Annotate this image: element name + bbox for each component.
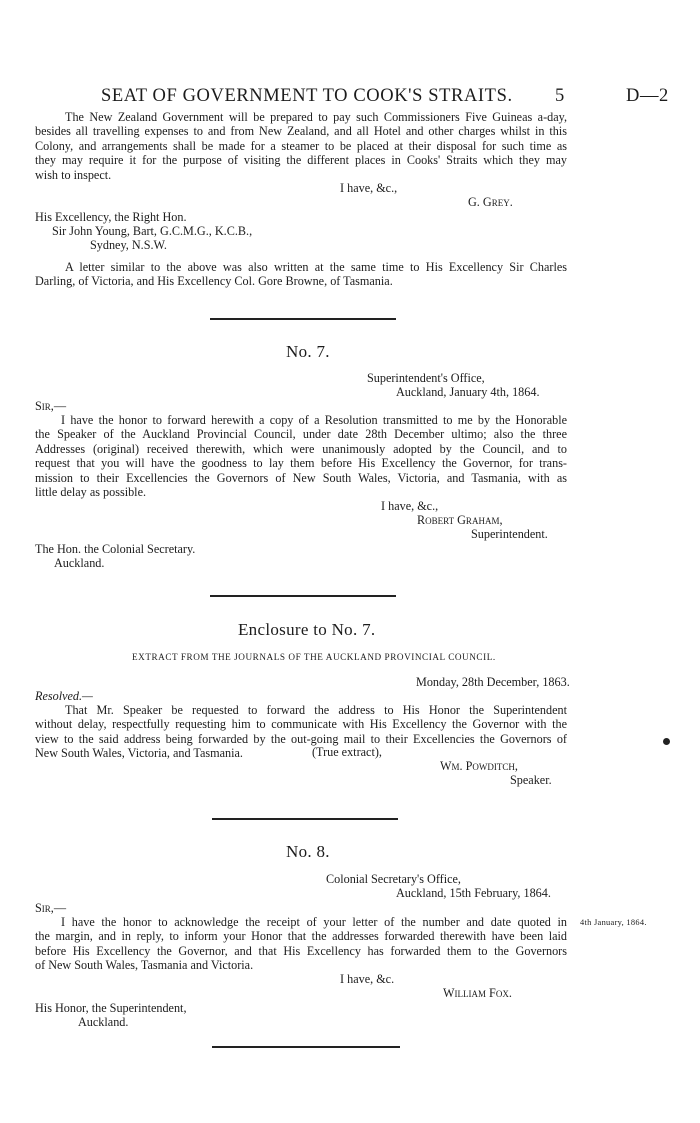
addressee-line: His Excellency, the Right Hon. <box>35 210 187 224</box>
no7-body <box>35 413 567 499</box>
text-line: wish to inspect. <box>35 167 112 182</box>
addressee-line: The Hon. the Colonial Secretary. <box>35 542 196 556</box>
text-line: That Mr. Speaker be requested to forward the address to His Honor the Superintendent <box>65 703 567 717</box>
section-heading-no7: No. 7. <box>286 342 330 361</box>
text-line: without delay, respectfully requesting him to communicate with His Excellency the Governor with the <box>35 717 567 732</box>
extract-date: Monday, 28th December, 1863. <box>416 675 570 689</box>
text-line: New South Wales, Victoria, and Tasmania. <box>35 746 243 761</box>
place-date: Auckland, 15th February, 1864. <box>396 886 551 900</box>
text-line: before His Excellency the Governor, and that His Excellency has forwarded them to the Governors <box>35 943 567 958</box>
running-title: SEAT OF GOVERNMENT TO COOK'S STRAITS. <box>101 86 513 106</box>
closing: I have, &c., <box>381 499 439 513</box>
salutation: Sir,— <box>35 399 67 413</box>
letter6-body <box>35 110 567 182</box>
closing: I have, &c., <box>340 181 398 195</box>
office: Superintendent's Office, <box>367 371 485 385</box>
addressee-line: Sir John Young, Bart, G.C.M.G., K.C.B., <box>52 224 253 238</box>
section-heading-no8: No. 8. <box>286 842 330 861</box>
no8-body <box>35 915 567 973</box>
section-divider <box>212 1046 400 1048</box>
signature-title: Speaker. <box>510 773 552 787</box>
true-extract: (True extract), <box>312 745 382 759</box>
signature: Robert Graham, <box>417 513 503 527</box>
section-divider <box>210 318 396 320</box>
text-line: of New South Wales, Tasmania and Victoria. <box>35 958 254 973</box>
text-line: mission to their Excellencies the Governors of New South Wales, Victoria, and Tasmania, with as <box>35 470 567 485</box>
resolved-label: Resolved.— <box>35 689 93 703</box>
text-line: I have the honor to forward herewith a copy of a Resolution transmitted to me by the Honorable <box>61 413 567 427</box>
addressee-line: Auckland. <box>78 1015 129 1029</box>
closing: I have, &c. <box>340 972 395 986</box>
addressee-line: His Honor, the Superintendent, <box>35 1001 187 1015</box>
text-line: besides all travelling expenses to and from New Zealand, and all Hotel and other charges whilst in this <box>35 124 567 139</box>
text-line: little delay as possible. <box>35 485 147 500</box>
section-divider <box>210 595 396 597</box>
text-line: I have the honor to acknowledge the receipt of your letter of the number and date quoted in <box>61 915 567 929</box>
addressee-line: Sydney, N.S.W. <box>90 238 167 252</box>
text-line: The New Zealand Government will be prepared to pay such Commissioners Five Guineas a-day, <box>65 110 567 124</box>
salutation: Sir,— <box>35 901 67 915</box>
text-line: Colony, and arrangements shall be made for a steamer to be placed at their disposal for such time as <box>35 138 567 153</box>
document-code: D—2 <box>626 86 669 106</box>
margin-note: 4th January, 1864. <box>580 918 647 927</box>
text-line: the margin, and in reply, to inform your Honor that the addresses forwarded therewith have been laid <box>35 929 567 944</box>
page-number: 5 <box>555 86 565 106</box>
enclosure-body <box>35 703 567 761</box>
extract-subheading: EXTRACT FROM THE JOURNALS OF THE AUCKLAND PROVINCIAL COUNCIL. <box>132 652 496 662</box>
bullet-mark <box>663 738 670 745</box>
letter6-note <box>35 260 567 289</box>
section-heading-enclosure: Enclosure to No. 7. <box>238 620 376 639</box>
signature: Wm. Powditch, <box>440 759 518 773</box>
text-line: request that you will have the goodness to lay them before His Excellency the Governor, for trans- <box>35 456 567 471</box>
addressee-line: Auckland. <box>54 556 105 570</box>
text-line: they may require it for the purpose of visiting the different places in Cooks' Straits which they may <box>35 153 567 168</box>
text-line: view to the said address being forwarded by the out-going mail to their Excellencies the Governors of <box>35 731 567 746</box>
section-divider <box>212 818 398 820</box>
signature: G. Grey. <box>468 195 513 209</box>
signature-title: Superintendent. <box>471 527 548 541</box>
text-line: A letter similar to the above was also written at the same time to His Excellency Sir Charles <box>65 260 567 274</box>
office: Colonial Secretary's Office, <box>326 872 461 886</box>
text-line: the Speaker of the Auckland Provincial Council, under date 28th December ultimo; also the three <box>35 427 567 442</box>
text-line: Addresses (original) received therewith, which were unanimously adopted by the Council, and to <box>35 441 567 456</box>
place-date: Auckland, January 4th, 1864. <box>396 385 540 399</box>
signature: William Fox. <box>443 986 512 1000</box>
text-line: Darling, of Victoria, and His Excellency Col. Gore Browne, of Tasmania. <box>35 274 393 289</box>
